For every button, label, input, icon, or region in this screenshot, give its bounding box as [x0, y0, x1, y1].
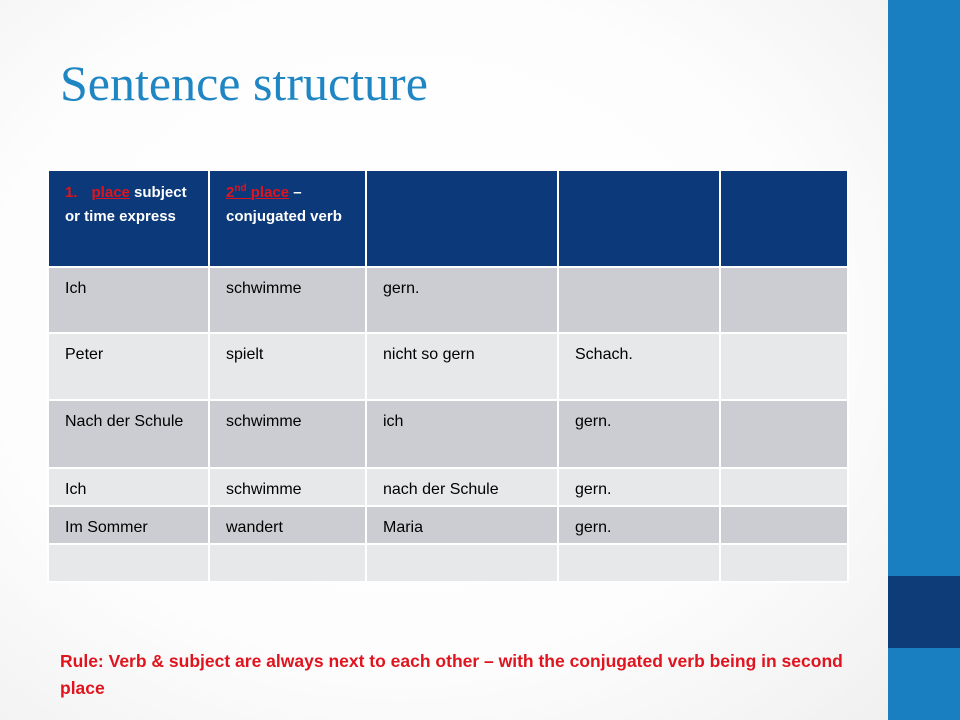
table-cell: Peter	[48, 333, 209, 400]
table-cell	[48, 544, 209, 582]
table-cell	[720, 267, 848, 333]
table-cell	[558, 267, 720, 333]
rule-note: Rule: Verb & subject are always next to each other – with the conjugated verb being in second place	[60, 651, 843, 698]
table-cell: Nach der Schule	[48, 400, 209, 468]
table-cell: nicht so gern	[366, 333, 558, 400]
slide-title: Sentence structure	[60, 55, 428, 111]
table-cell: gern.	[558, 506, 720, 544]
table-cell	[720, 544, 848, 582]
table-cell	[720, 468, 848, 506]
table-row	[48, 333, 848, 400]
table-row	[48, 468, 848, 506]
header-ordinal-suffix: nd	[234, 183, 247, 194]
header-cell-empty	[720, 170, 848, 267]
table-cell	[366, 544, 558, 582]
header-text-first-place: subject or time express	[65, 184, 187, 225]
header-cell-second-place	[209, 170, 366, 267]
table-cell	[558, 544, 720, 582]
table-row	[48, 400, 848, 468]
side-accent-block	[888, 576, 960, 648]
list-number: 1.	[65, 184, 78, 201]
table-cell: Maria	[366, 506, 558, 544]
table-cell: schwimme	[209, 468, 366, 506]
sentence-structure-table	[47, 169, 849, 583]
table-cell: schwimme	[209, 400, 366, 468]
table-cell	[720, 506, 848, 544]
table-cell: Im Sommer	[48, 506, 209, 544]
header-cell-empty	[366, 170, 558, 267]
header-highlight-first-place: place	[91, 184, 130, 201]
table-cell: schwimme	[209, 267, 366, 333]
table-cell: Ich	[48, 267, 209, 333]
table-cell	[209, 544, 366, 582]
table-cell: ich	[366, 400, 558, 468]
table-header-row	[48, 170, 848, 267]
table-row	[48, 267, 848, 333]
table-cell: Schach.	[558, 333, 720, 400]
header-ordinal-number: 2	[226, 184, 235, 201]
header-highlight-second-place-word: place	[250, 184, 290, 201]
table-row	[48, 544, 848, 582]
table-cell: Ich	[48, 468, 209, 506]
table-cell: gern.	[558, 400, 720, 468]
table-row	[48, 506, 848, 544]
header-cell-first-place	[48, 170, 209, 267]
header-text-second-place: – conjugated verb	[226, 184, 342, 225]
table-cell: gern.	[558, 468, 720, 506]
header-highlight-second-place	[226, 184, 289, 201]
header-cell-empty	[558, 170, 720, 267]
table-cell	[720, 333, 848, 400]
table-cell	[720, 400, 848, 468]
table-cell: gern.	[366, 267, 558, 333]
table-cell: wandert	[209, 506, 366, 544]
table-cell: nach der Schule	[366, 468, 558, 506]
table-cell: spielt	[209, 333, 366, 400]
